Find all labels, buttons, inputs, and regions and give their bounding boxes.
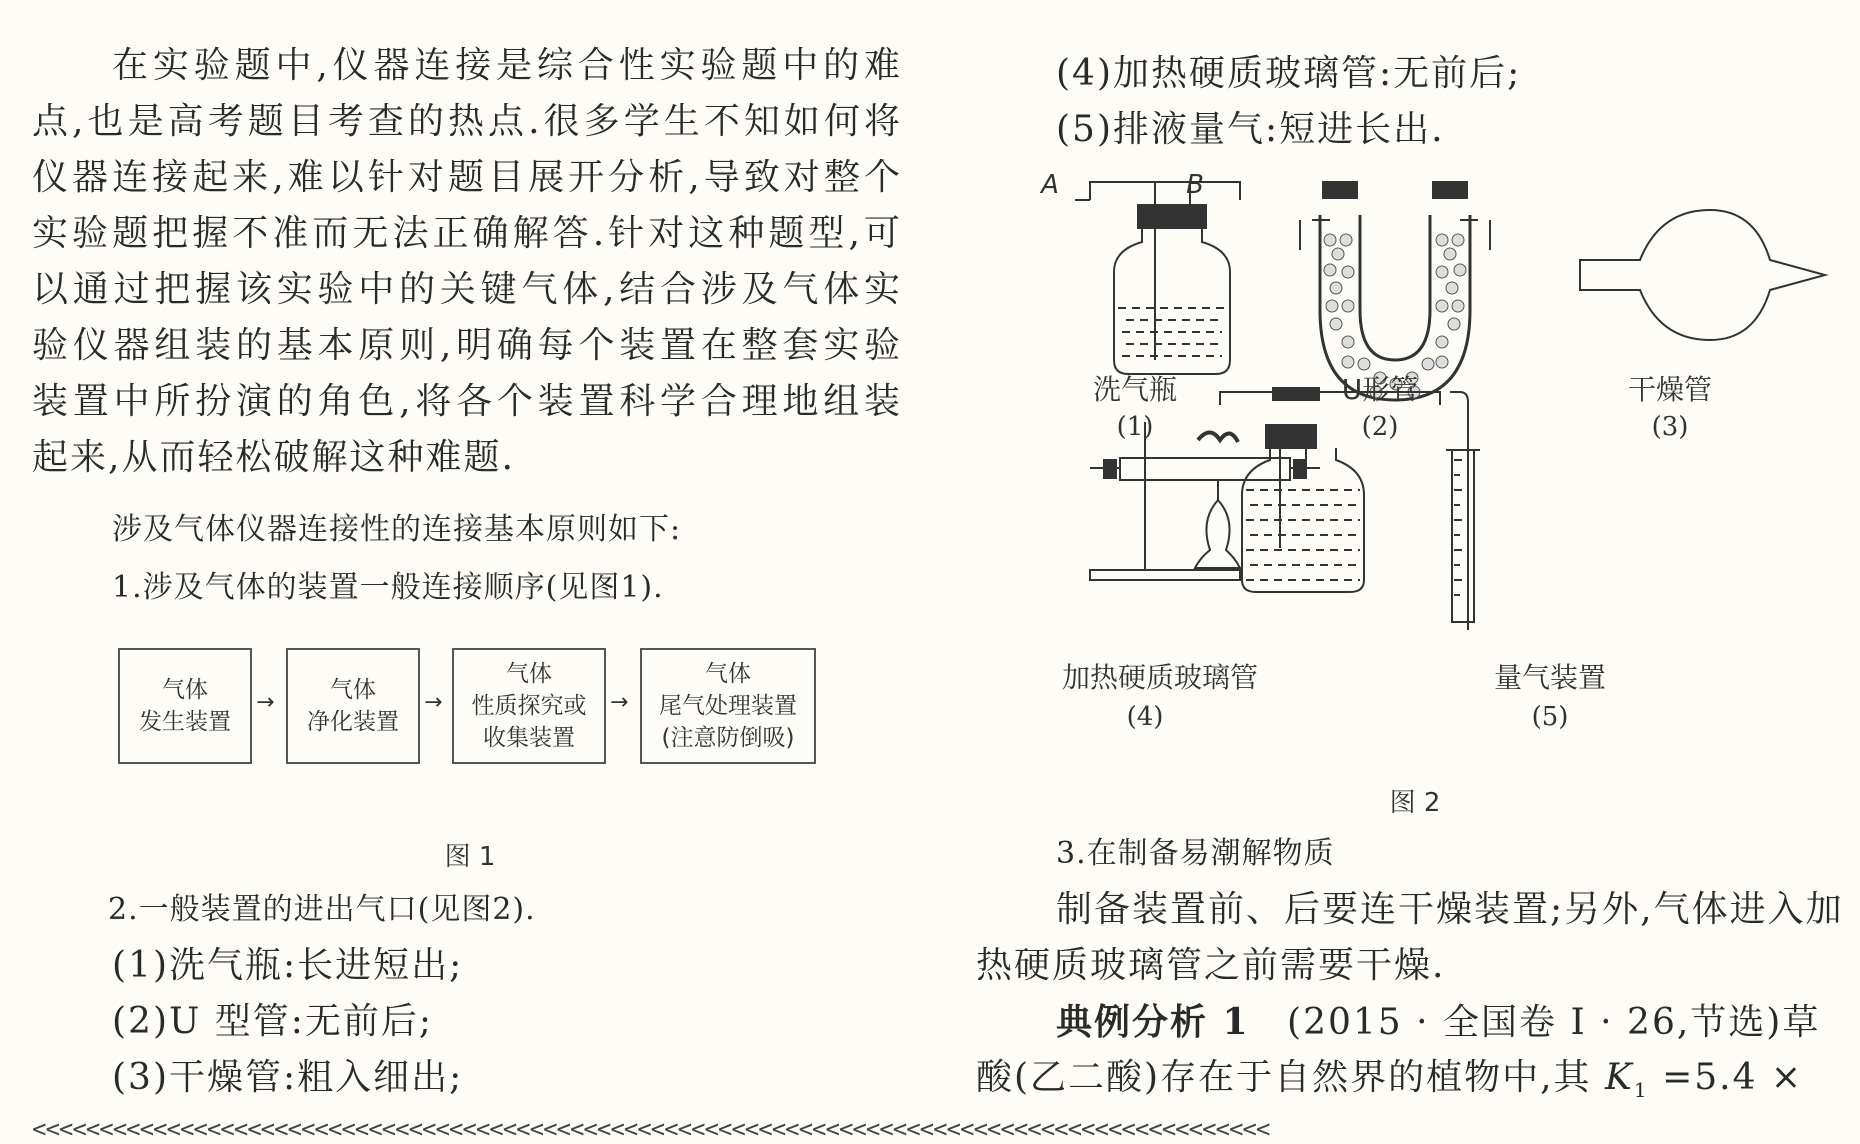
- paragraph-line: 验仪器组装的基本原则,明确每个装置在整套实验: [32, 325, 902, 366]
- flow-box-purification: 气体 净化装置: [286, 648, 420, 764]
- flow-arrow: →: [424, 690, 443, 715]
- label-a: A: [1041, 170, 1059, 200]
- decorative-border: <<<<<<<<<<<<<<<<<<<<<<<<<<<<<<<<<<<<<<<<<<<<<<<<<<<<<<<<<<<<<<<<<<<<<<<<<<<<<<<<<<<<<<<<<<<<: [32, 1118, 1270, 1140]
- gas-washing-bottle-icon: [1075, 182, 1240, 374]
- item-3: 3.在制备易潮解物质: [1056, 836, 1335, 871]
- sub-item-2: (2)U 型管:无前后;: [112, 1001, 434, 1042]
- paragraph-line: 在实验题中,仪器连接是综合性实验题中的难: [112, 45, 902, 86]
- u-tube-label: U形管: [1341, 373, 1419, 406]
- flow-arrow: →: [256, 690, 275, 715]
- example-line-2: [976, 1056, 1803, 1112]
- principle-intro: 涉及气体仪器连接性的连接基本原则如下:: [112, 512, 682, 547]
- drying-tube-icon: [1580, 210, 1825, 340]
- k-symbol: K: [1604, 1057, 1634, 1098]
- example-label: 典例分析 1: [1056, 1001, 1250, 1043]
- sub-item-5: (5)排液量气:短进长出.: [1056, 109, 1445, 150]
- item-3-body-line: 热硬质玻璃管之前需要干燥.: [976, 945, 1446, 986]
- drying-tube-label: 干燥管: [1627, 373, 1712, 406]
- flow-box-tail-gas: 气体 尾气处理装置 (注意防倒吸): [640, 648, 816, 764]
- gas-measuring-label: 量气装置: [1493, 661, 1606, 694]
- sub-item-4: (4)加热硬质玻璃管:无前后;: [1056, 53, 1522, 94]
- label-number: (3): [1651, 412, 1689, 442]
- label-number: (2): [1361, 412, 1399, 442]
- sub-item-3: (3)干燥管:粗入细出;: [112, 1057, 464, 1098]
- paragraph-line: 点,也是高考题目考查的热点.很多学生不知如何将: [32, 101, 902, 142]
- figure-1-caption: 图 1: [444, 842, 496, 872]
- example-line-1: [1056, 1000, 1820, 1045]
- flow-arrow: →: [610, 690, 629, 715]
- example-text: 酸(乙二酸)存在于自然界的植物中,其: [976, 1057, 1605, 1098]
- paragraph-line: 实验题把握不准而无法正确解答.针对这种题型,可: [32, 213, 902, 254]
- paragraph-line: 以通过把握该实验中的关键气体,结合涉及气体实: [32, 269, 902, 310]
- label-number: (4): [1126, 702, 1164, 732]
- paragraph-line: 仪器连接起来,难以针对题目展开分析,导致对整个: [32, 157, 902, 198]
- gas-washing-bottle-label: 洗气瓶: [1092, 373, 1177, 406]
- paragraph-line: 起来,从而轻松破解这种难题.: [32, 437, 515, 478]
- heated-tube-label: 加热硬质玻璃管: [1061, 661, 1258, 694]
- item-3-body-line: 制备装置前、后要连干燥装置;另外,气体进入加: [1056, 889, 1844, 930]
- item-2: 2.一般装置的进出气口(见图2).: [108, 892, 536, 927]
- figure-2-apparatus: [1030, 160, 1860, 740]
- figure-2-caption: 图 2: [1389, 788, 1441, 818]
- paragraph-line: 装置中所扮演的角色,将各个装置科学合理地组装: [32, 381, 902, 422]
- label-number: (5): [1531, 702, 1569, 732]
- sub-item-1: (1)洗气瓶:长进短出;: [112, 945, 464, 986]
- example-source: (2015 · 全国卷 Ⅰ · 26,节选)草: [1287, 1002, 1821, 1043]
- flow-box-generation: 气体 发生装置: [118, 648, 252, 764]
- flow-box-collection: 气体 性质探究或 收集装置: [452, 648, 606, 764]
- label-number: (1): [1116, 412, 1154, 442]
- label-b: B: [1186, 170, 1204, 200]
- k-value: =5.4 ×: [1648, 1057, 1804, 1098]
- item-1: 1.涉及气体的装置一般连接顺序(见图1).: [112, 570, 664, 605]
- k-subscript: 1: [1633, 1078, 1649, 1103]
